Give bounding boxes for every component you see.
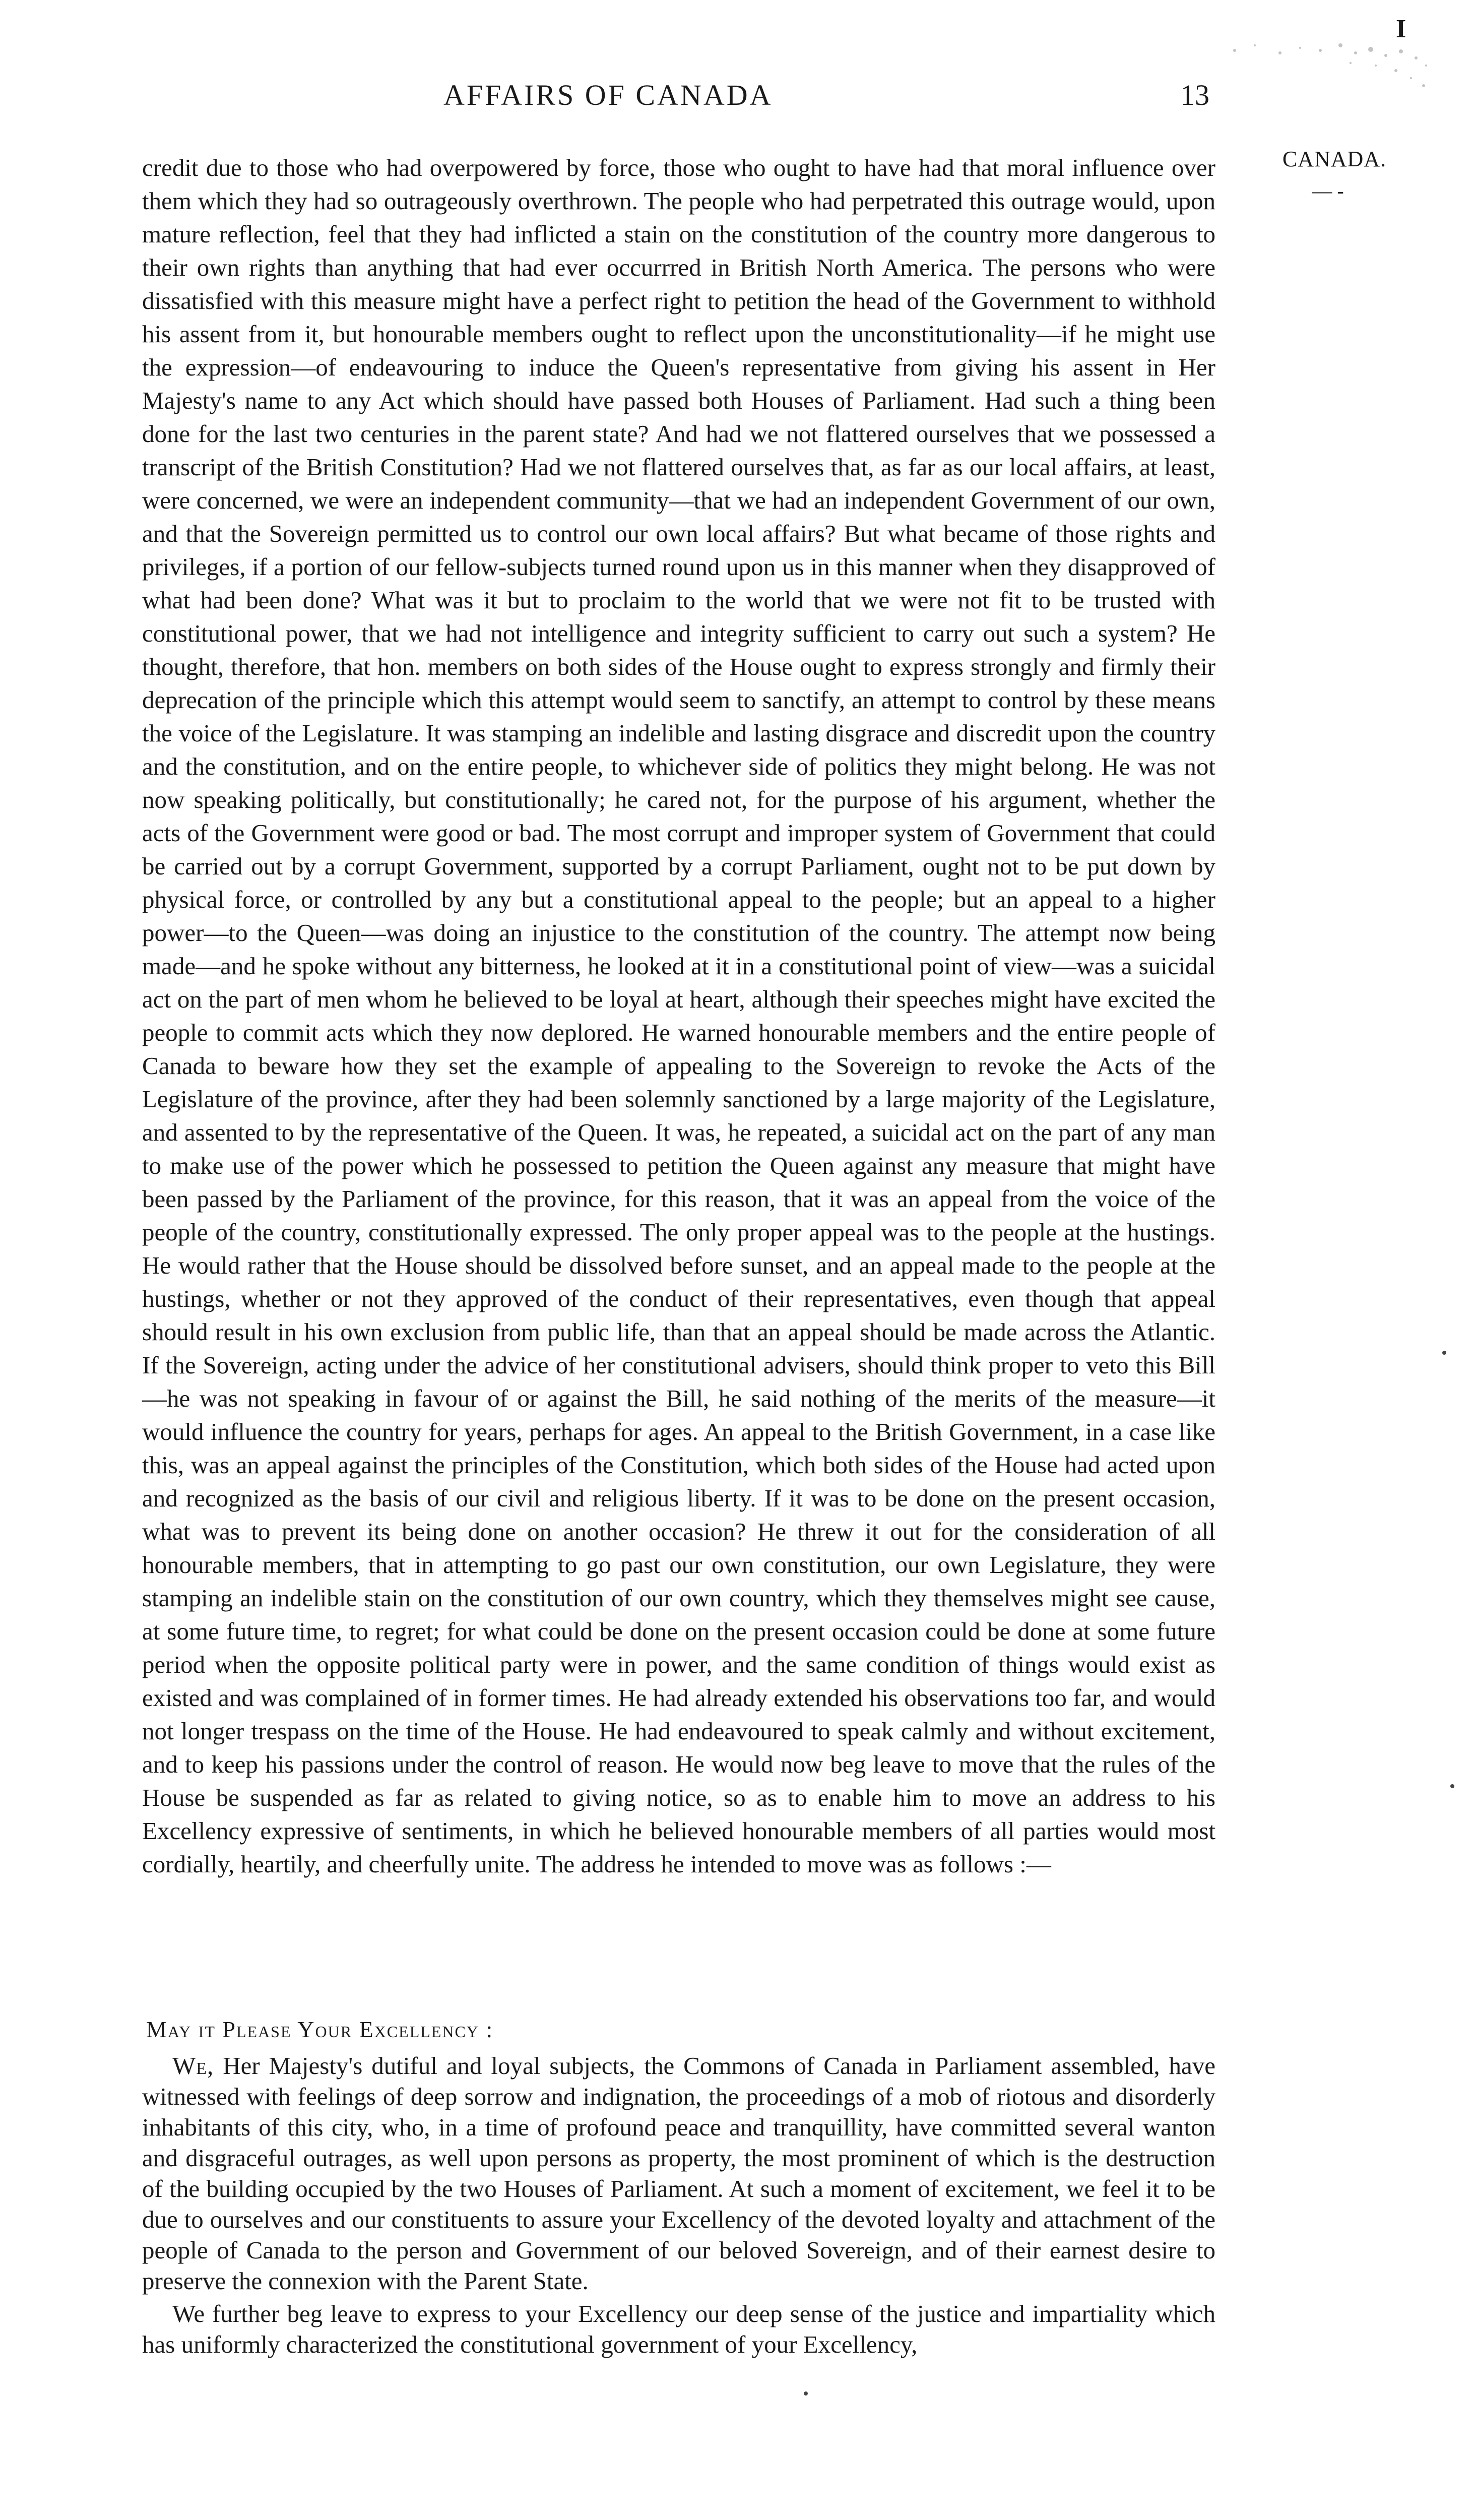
address-text xyxy=(142,2050,1215,2360)
address-paragraph-2: We further beg leave to express to your Excellency our deep sense of the justice and impartiality which has uniformly characterized the constitutional government of your Excellency, xyxy=(142,2300,1215,2358)
address-paragraph-1-text: Her Majesty's dutiful and loyal subjects, the Commons of Canada in Parliament assembled, have witnessed with feelings of deep sorrow and indignation, the proceedings of a mob of riotous and disorderly inhabitants of this city, who, in a time of profound peace and tranquillity, have committed several wanton and disgraceful outrages, as well upon persons as property, the most prominent of which is the destruction of the building occupied by the two Houses of Parliament. At such a moment of excitement, we feel it to be due to ourselves and our constituents to assure your Excellency of the devoted loyalty and attachment of the people of Canada to the person and Government of our beloved Sovereign, and of their earnest desire to preserve the connexion with the Parent State. xyxy=(142,2052,1215,2295)
scan-speck xyxy=(804,2391,808,2396)
scan-noise-decoration xyxy=(1225,30,1436,106)
scan-speck xyxy=(1442,1351,1446,1355)
address-heading: May it Please Your Excellency : xyxy=(146,2017,494,2042)
body-text xyxy=(142,151,1215,1881)
address-first-word: We, xyxy=(172,2052,214,2080)
running-title: AFFAIRS OF CANADA xyxy=(443,79,773,111)
address-paragraph-1 xyxy=(142,2050,1215,2296)
body-paragraph: credit due to those who had overpowered by force, those who ought to have had that moral influence over them which they had so outrageously overthrown. The people who had perpetrated this outrage would, upon mature reflection, feel that they had inflicted a stain on the constitution of the country more dangerous to their own rights than anything that had ever occurrred in British North America. The persons who were dissatisfied with this measure might have a perfect right to petition the head of the Government to withhold his assent from it, but honourable members ought to reflect upon the unconstitutionality—if he might use the expression—of endeavouring to induce the Queen's representative from giving his assent in Her Majesty's name to any Act which should have passed both Houses of Parliament. Had such a thing been done for the last two centuries in the parent state? And had we not flattered ourselves that we possessed a transcript of the British Constitution? Had we not flattered ourselves that, as far as our local affairs, at least, were concerned, we were an independent community—that we had an independent Government of our own, and that the Sovereign permitted us to control our own local affairs? But what became of those rights and privileges, if a portion of our fellow-subjects turned round upon us in this manner when they disapproved of what had been done? What was it but to proclaim to the world that we were not fit to be trusted with constitutional power, that we had not intelligence and integrity sufficient to carry out such a system? He thought, therefore, that hon. members on both sides of the House ought to express strongly and firmly their deprecation of the principle which this attempt would seem to sanctify, an attempt to control by these means the voice of the Legislature. It was stamping an indelible and lasting disgrace and discredit upon the country and the constitution, and on the entire people, to whichever side of politics they might belong. He was not now speaking politically, but constitutionally; he cared not, for the purpose of his argument, whether the acts of the Government were good or bad. The most corrupt and improper system of Government that could be carried out by a corrupt Government, supported by a corrupt Parliament, ought not to be put down by physical force, or controlled by any but a constitutional appeal to the people; but an appeal to a higher power—to the Queen—was doing an injustice to the constitution of the country. The attempt now being made—and he spoke without any bitterness, he looked at it in a constitutional point of view—was a suicidal act on the part of men whom he believed to be loyal at heart, although their speeches might have excited the people to commit acts which they now deplored. He warned honourable members and the entire people of Canada to beware how they set the example of appealing to the Sovereign to revoke the Acts of the Legislature of the province, after they had been solemnly sanctioned by a large majority of the Legislature, and assented to by the representative of the Queen. It was, he repeated, a suicidal act on the part of any man to make use of the power which he possessed to petition the Queen against any measure that might have been passed by the Parliament of the province, for this reason, that it was an appeal from the voice of the people of the country, constitutionally expressed. The only proper appeal was to the people at the hustings. He would rather that the House should be dissolved before sunset, and an appeal made to the people at the hustings, whether or not they approved of the conduct of their representatives, even though that appeal should result in his own exclusion from public life, than that an appeal should be made across the Atlantic. If the Sovereign, acting under the advice of her constitutional advisers, should think proper to veto this Bill—he was not speaking in favour of or against the Bill, he said nothing of the merits of the measure—it would influence the country for years, perhaps for ages. An appeal to the British Government, in a case like this, was an appeal against the principles of the Constitution, which both sides of the House had acted upon and recognized as the basis of our civil and religious liberty. If it was to be done on the present occasion, what was to prevent its being done on another occasion? He threw it out for the consideration of all honourable members, that in attempting to go past our own constitution, our own Legislature, they were stamping an indelible stain on the constitution of our own country, which they themselves might see cause, at some future time, to regret; for what could be done on the present occasion could be done at some future period when the opposite political party were in power, and the same condition of things would exist as existed and was complained of in former times. He had already extended his observations too far, and would not longer trespass on the time of the House. He had endeavoured to speak calmly and without excitement, and to keep his passions under the control of reason. He would now beg leave to move that the rules of the House be suspended as far as related to giving notice, so as to enable him to move an address to his Excellency expressive of sentiments, in which he believed honourable members of all parties would most cordially, heartily, and cheerfully unite. The address he intended to move was as follows :— xyxy=(142,154,1215,1878)
running-head xyxy=(443,78,1209,123)
page-number: 13 xyxy=(1180,79,1209,111)
margin-dash: — - xyxy=(1312,179,1344,202)
scan-speck xyxy=(1450,1784,1454,1788)
margin-note: CANADA. xyxy=(1282,147,1387,171)
corner-mark: I xyxy=(1396,15,1406,43)
